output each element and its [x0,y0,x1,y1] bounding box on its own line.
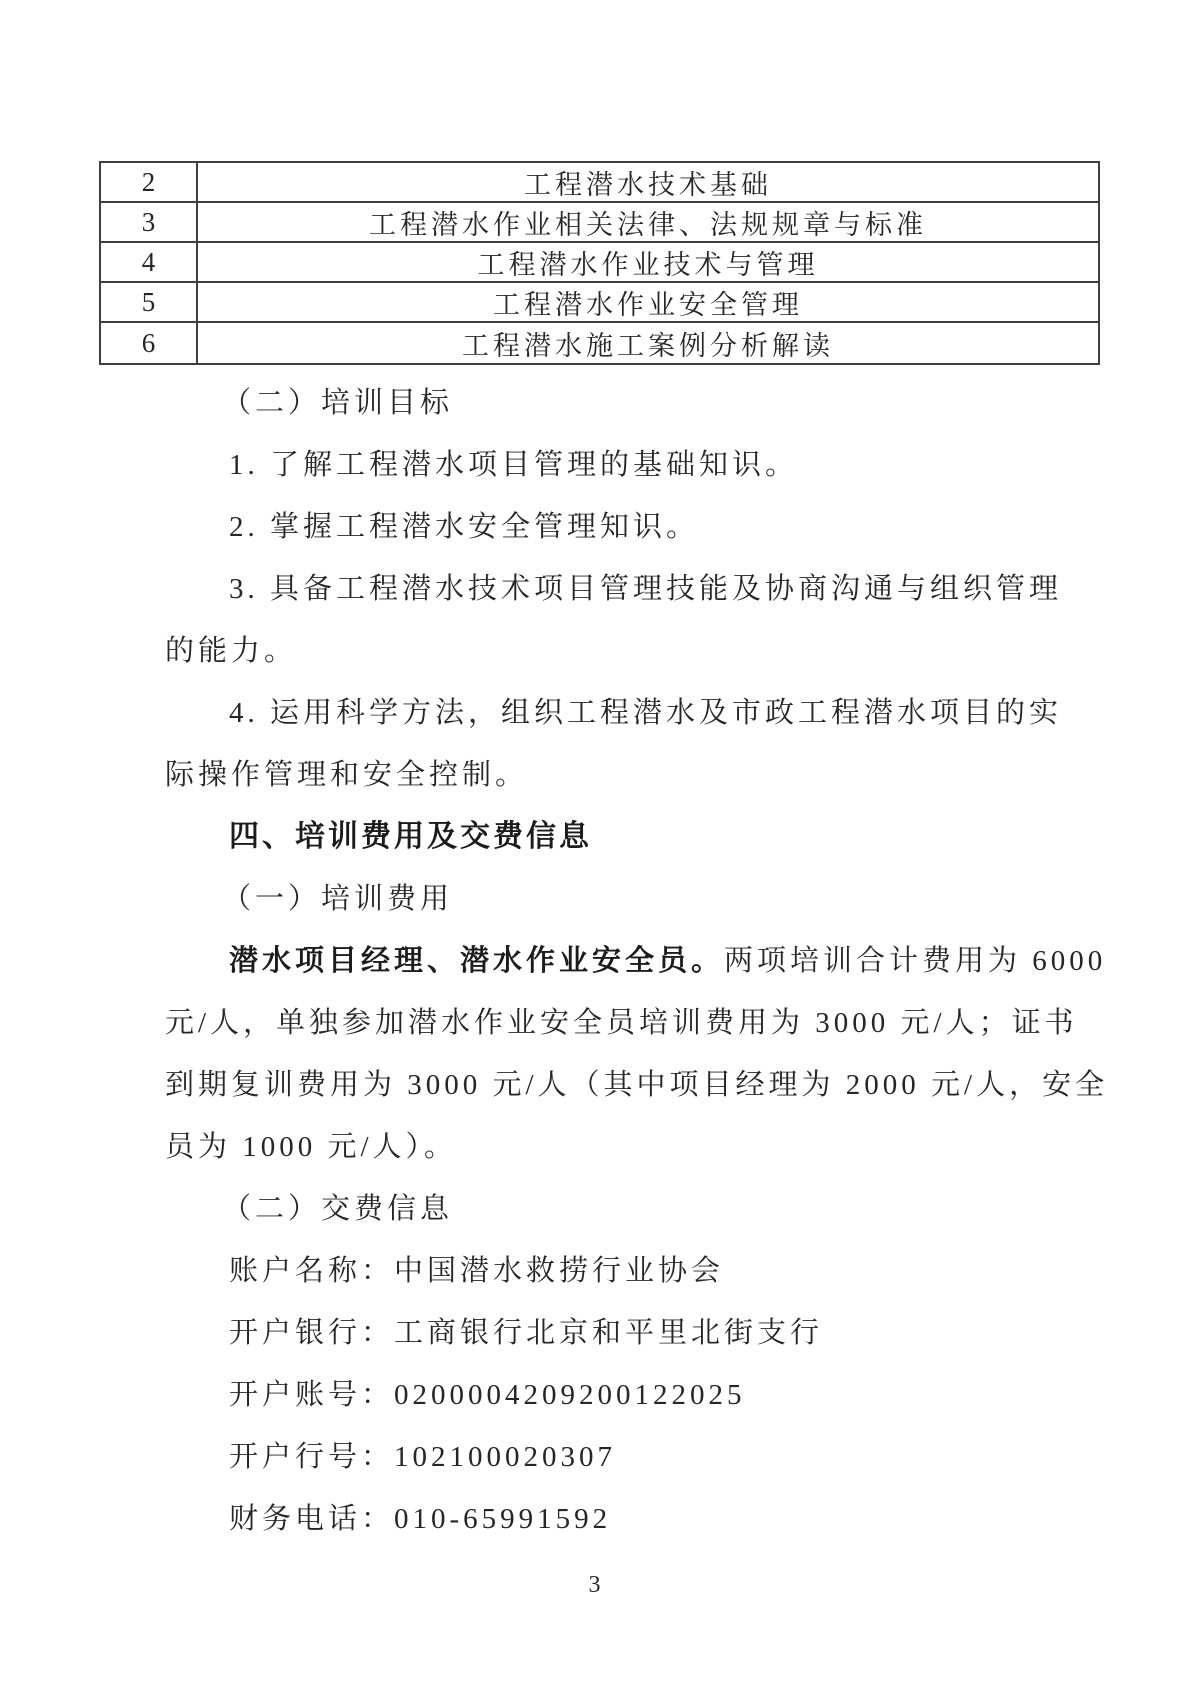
course-title-cell: 工程潜水技术基础 [524,169,772,200]
course-title-cell: 工程潜水作业安全管理 [493,289,803,320]
goal-item-4-line-2: 际操作管理和安全控制。 [165,759,529,791]
goal-item-1: 1. 了解工程潜水项目管理的基础知识。 [229,449,799,481]
course-title-cell: 工程潜水施工案例分析解读 [462,330,834,361]
table-row [101,283,1098,323]
course-number-cell: 6 [101,323,198,363]
table-row [101,163,1098,203]
course-number-cell: 2 [101,163,198,201]
document-body [165,372,1108,1550]
fee-paragraph-line-1-regular-text: 两项培训合计费用为 6000 [724,945,1107,977]
course-title-cell: 工程潜水作业技术与管理 [477,249,819,280]
goal-item-4-line-1: 4. 运用科学方法，组织工程潜水及市政工程潜水项目的实 [229,697,1063,729]
payment-bank-name: 开户银行：工商银行北京和平里北街支行 [229,1317,824,1349]
section-heading-fees: 四、培训费用及交费信息 [229,820,592,853]
course-table [99,161,1100,365]
goal-item-2: 2. 掌握工程潜水安全管理知识。 [229,511,700,543]
subsection-heading-training-goals: （二）培训目标 [222,387,454,419]
course-number-cell: 3 [101,203,198,241]
fee-paragraph-line-1-bold-prefix: 潜水项目经理、潜水作业安全员。 [229,945,725,977]
payment-finance-phone: 财务电话：010-65991592 [229,1503,612,1535]
fee-paragraph-line-3: 到期复训费用为 3000 元/人（其中项目经理为 2000 元/人，安全 [165,1069,1109,1101]
payment-account-number: 开户账号：0200004209200122025 [229,1379,746,1411]
course-number-cell: 5 [101,283,198,321]
goal-item-3-line-1: 3. 具备工程潜水技术项目管理技能及协商沟通与组织管理 [229,573,1063,605]
payment-account-name: 账户名称：中国潜水救捞行业协会 [229,1255,725,1287]
fee-paragraph-line-2: 元/人，单独参加潜水作业安全员培训费用为 3000 元/人；证书 [165,1007,1078,1039]
course-title-cell: 工程潜水作业相关法律、法规规章与标准 [369,209,927,240]
course-number-cell: 4 [101,243,198,281]
goal-item-3-line-2: 的能力。 [165,635,298,667]
subsection-heading-payment-info: （二）交费信息 [222,1193,454,1225]
fee-paragraph-line-4: 员为 1000 元/人）。 [165,1131,458,1163]
payment-bank-code: 开户行号：102100020307 [229,1441,617,1473]
table-row [101,243,1098,283]
table-row [101,203,1098,243]
table-row [101,323,1098,363]
subsection-heading-training-fee: （一）培训费用 [222,883,454,915]
page-number: 3 [588,1572,601,1598]
fee-paragraph-line-1 [165,930,1108,992]
